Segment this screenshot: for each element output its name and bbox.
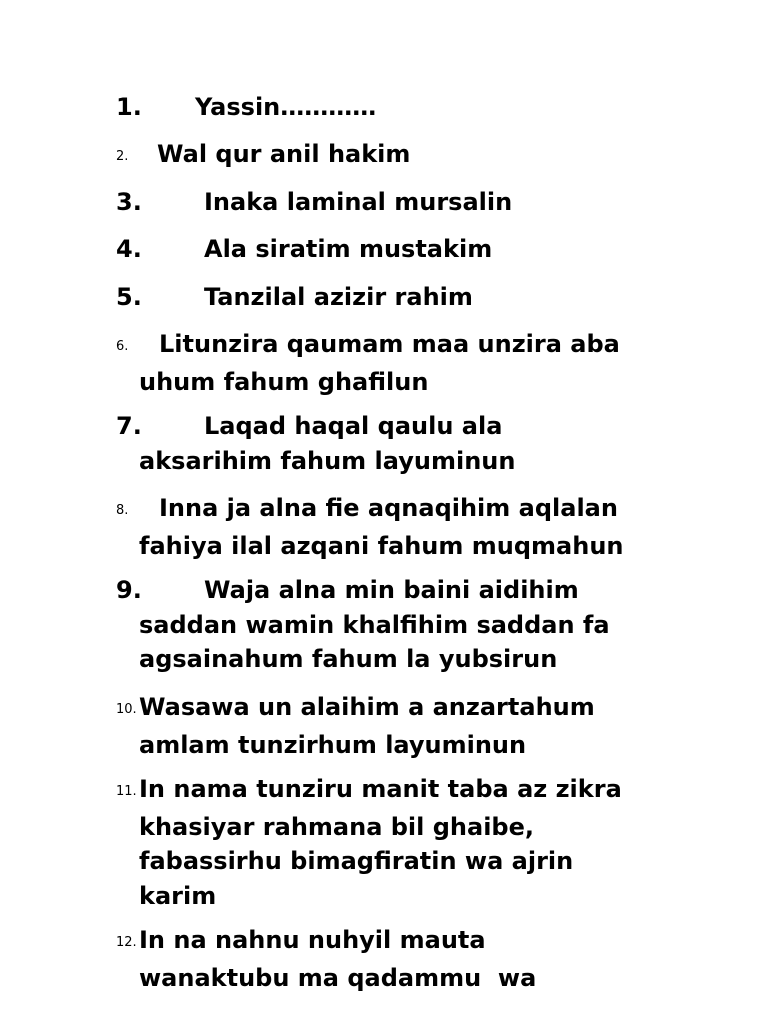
verse-3 <box>116 185 676 220</box>
verse-line <box>116 772 676 810</box>
verse-5 <box>116 280 676 315</box>
verse-text: Yassin………… <box>195 93 377 121</box>
verse-number: 10. <box>116 702 137 717</box>
verse-line <box>116 90 676 125</box>
verse-line <box>116 137 676 175</box>
verse-line <box>116 280 676 315</box>
verse-line <box>116 690 676 728</box>
verse-number: 7. <box>116 412 142 440</box>
verse-line: khasiyar rahmana bil ghaibe, <box>139 812 534 841</box>
verse-text: Litunzira qaumam maa unzira aba <box>159 330 620 358</box>
verse-2 <box>116 137 676 175</box>
verse-text: Inaka laminal mursalin <box>204 188 513 216</box>
verse-line: agsainahum fahum la yubsirun <box>139 645 558 673</box>
verse-text: In nama tunziru manit taba az zikra <box>139 775 622 803</box>
verse-7 <box>116 409 676 478</box>
verse-10 <box>116 690 676 762</box>
verse-4 <box>116 232 676 267</box>
verse-number: 3. <box>116 188 142 216</box>
verse-text: Laqad haqal qaulu ala <box>204 412 503 440</box>
verse-line: uhum fahum ghafilun <box>139 367 429 396</box>
verse-text: Wasawa un alaihim a anzartahum <box>139 693 595 721</box>
verse-6 <box>116 327 676 399</box>
verse-line <box>116 185 676 220</box>
verse-text: Inna ja alna fie aqnaqihim aqlalan <box>159 494 618 522</box>
verse-line <box>116 491 676 529</box>
verse-line: aksarihim fahum layuminun <box>139 446 516 475</box>
verse-text: Wal qur anil hakim <box>157 140 411 168</box>
verse-line: fahiya ilal azqani fahum muqmahun <box>139 531 624 560</box>
verse-line: karim <box>139 881 217 910</box>
verse-text: In na nahnu nuhyil mauta <box>139 926 486 954</box>
verse-number: 8. <box>116 503 129 518</box>
verse-number: 11. <box>116 784 137 799</box>
verse-line <box>116 409 676 444</box>
verse-8 <box>116 491 676 563</box>
verse-number: 2. <box>116 149 129 164</box>
verse-number: 4. <box>116 235 142 263</box>
verse-number: 5. <box>116 283 142 311</box>
verse-1 <box>116 90 676 125</box>
verse-line <box>116 923 676 961</box>
verse-line <box>116 327 676 365</box>
verse-number: 1. <box>116 93 142 121</box>
verse-line <box>116 232 676 267</box>
verse-12 <box>116 923 676 995</box>
verse-number: 9. <box>116 576 142 604</box>
verse-number: 12. <box>116 935 137 950</box>
verse-text: Tanzilal azizir rahim <box>204 283 473 311</box>
verse-line <box>116 573 676 608</box>
verse-text: Ala siratim mustakim <box>204 235 493 263</box>
verse-text: Waja alna min baini aidihim <box>204 576 579 604</box>
verse-line: wanaktubu ma qadammu wa <box>139 963 537 992</box>
verse-line: amlam tunzirhum layuminun <box>139 730 527 759</box>
verse-number: 6. <box>116 339 129 354</box>
verse-9 <box>116 573 676 677</box>
verse-11 <box>116 772 676 913</box>
verse-line: saddan wamin khalfihim saddan fa <box>139 610 610 639</box>
verse-line: fabassirhu bimagfiratin wa ajrin <box>139 847 574 875</box>
